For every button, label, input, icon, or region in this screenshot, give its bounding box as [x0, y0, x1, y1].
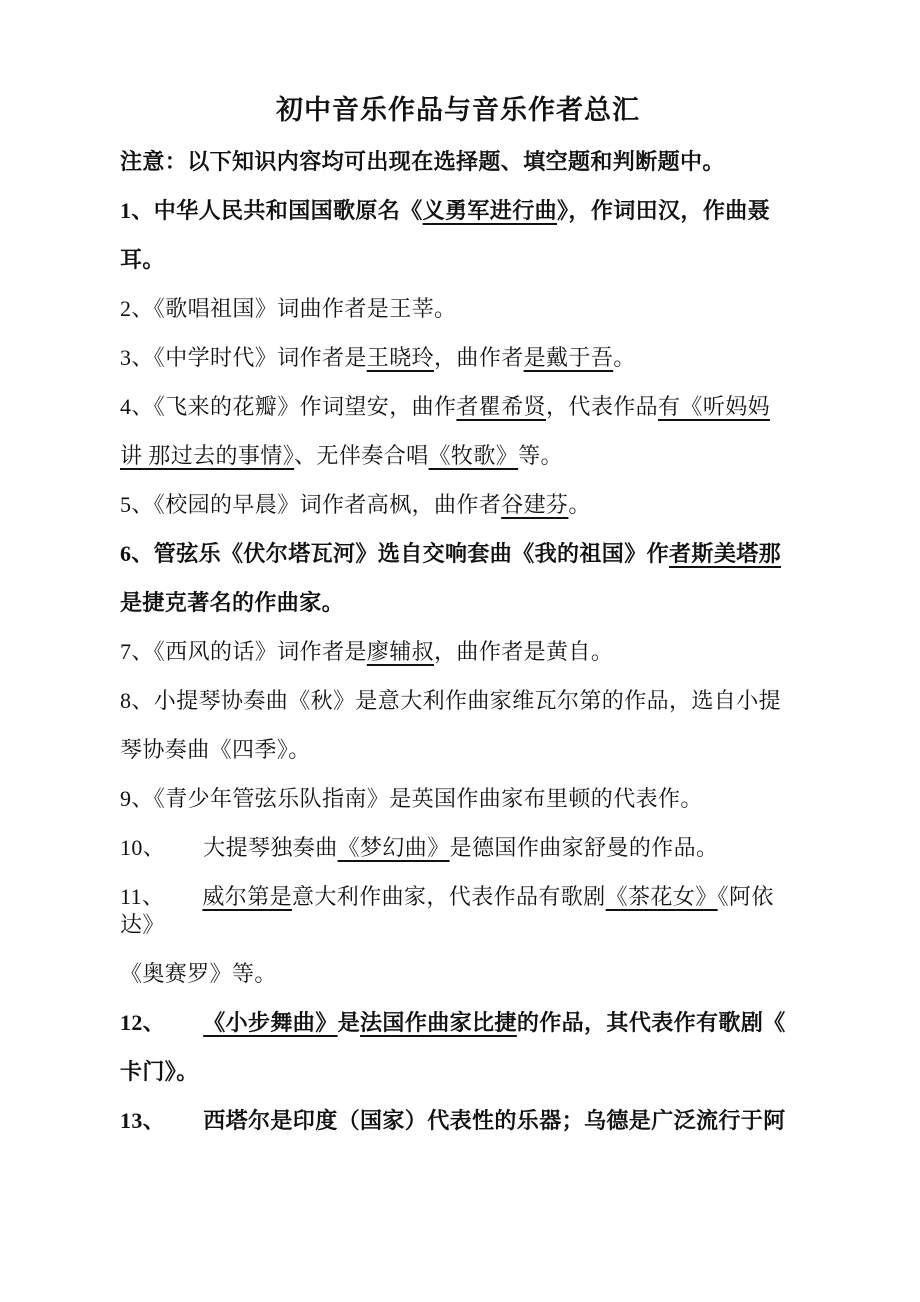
item-13 — [120, 1104, 820, 1137]
underlined-text: 者瞿希贤 — [456, 394, 547, 419]
text-segment: 的作品，其代表作有歌剧《 — [516, 1010, 786, 1035]
text-segment: 是捷克著名的作曲家。 — [120, 590, 345, 615]
underlined-text: 讲 那过去的事情》 — [120, 443, 295, 468]
underlined-text: 谷建芬 — [501, 492, 569, 517]
underlined-text: 者斯美塔那 — [669, 541, 782, 566]
underlined-text: 《小步舞曲》 — [203, 1010, 338, 1035]
text-segment: 《阿依 — [717, 884, 774, 909]
underlined-text: 《茶花女》 — [605, 884, 718, 909]
item-8-line-1 — [120, 684, 820, 717]
text-segment: 、无伴奏合唱 — [294, 443, 429, 468]
text-segment: 达》 — [120, 912, 165, 937]
text-segment: 9、《青少年管弦乐队指南》是英国作曲家布里顿的代表作。 — [120, 786, 703, 811]
item-10 — [120, 831, 820, 864]
text-segment: 8、小提琴协奏曲《秋》是意大利作曲家维瓦尔第的作品，选自小提 — [120, 688, 782, 713]
notice-line — [120, 145, 820, 178]
text-segment: 7、《西风的话》词作者是 — [120, 639, 367, 664]
text-segment: ，曲作者 — [434, 345, 524, 370]
underlined-text: 《梦幻曲》 — [337, 835, 450, 860]
text-segment: 4、《飞来的花瓣》作词望安，曲作 — [120, 394, 457, 419]
text-segment: 11、 — [120, 884, 165, 909]
text-segment: 是德国作曲家舒曼的作品。 — [449, 835, 719, 860]
text-segment: 是 — [337, 1010, 361, 1035]
item-2 — [120, 292, 820, 325]
item-6-line-1 — [120, 537, 820, 570]
text-segment: 注意：以下知识内容均可出现在选择题、填空题和判断题中。 — [120, 149, 725, 174]
text-segment: 。 — [613, 345, 636, 370]
text-segment: 耳。 — [120, 247, 165, 272]
item-6-line-2 — [120, 586, 820, 619]
underlined-text: 《牧歌》 — [428, 443, 519, 468]
underlined-text: 是戴于吾 — [523, 345, 614, 370]
item-8-line-2 — [120, 733, 820, 766]
text-segment: 13、 — [120, 1108, 166, 1133]
item-7 — [120, 635, 820, 668]
text-segment: 《奥赛罗》等。 — [120, 961, 277, 986]
item-12-line-1 — [120, 1006, 820, 1039]
underlined-text: 王晓玲 — [366, 345, 435, 370]
item-9 — [120, 782, 820, 815]
text-segment: ，代表作品 — [546, 394, 659, 419]
item-4-line-2 — [120, 439, 820, 472]
underlined-text: 义勇军进行曲 — [422, 198, 558, 223]
item-11-line-1 — [120, 880, 820, 913]
text-segment: 3、《中学时代》词作者是 — [120, 345, 367, 370]
text-segment: 琴协奏曲《四季》。 — [120, 737, 311, 762]
text-segment: 5、《校园的早晨》词作者高枫，曲作者 — [120, 492, 502, 517]
underlined-text: 法国作曲家比捷 — [360, 1010, 517, 1035]
text-segment: 10、 — [120, 835, 166, 860]
text-segment: 西塔尔是印度（国家）代表性的乐器；乌德是广泛流行于阿 — [203, 1108, 786, 1133]
text-segment: 卡门》。 — [120, 1059, 199, 1084]
text-segment: ，曲作者是黄自。 — [434, 639, 614, 664]
underlined-text: 威尔第是 — [202, 884, 292, 909]
text-segment: 12、 — [120, 1010, 166, 1035]
text-segment: 初中音乐作品与音乐作者总汇 — [276, 95, 640, 125]
item-1-line-2 — [120, 243, 820, 276]
text-segment: 大提琴独奏曲 — [203, 835, 338, 860]
item-3 — [120, 341, 820, 374]
text-segment: 等。 — [518, 443, 563, 468]
text-segment: 2、《歌唱祖国》词曲作者是王莘。 — [120, 296, 457, 321]
text-segment: 6、管弦乐《伏尔塔瓦河》选自交响套曲《我的祖国》作 — [120, 541, 670, 566]
underlined-text: 有《听妈妈 — [658, 394, 771, 419]
item-1-line-1 — [120, 194, 820, 227]
item-4-line-1 — [120, 390, 820, 423]
item-12-line-2 — [120, 1055, 820, 1088]
text-segment: 》，作词田汉，作曲聂 — [557, 198, 771, 223]
underlined-text: 廖辅叔 — [366, 639, 435, 664]
item-11-line-3 — [120, 957, 820, 990]
text-segment: 。 — [568, 492, 591, 517]
text-segment: 意大利作曲家，代表作品有歌剧 — [292, 884, 606, 909]
page-title — [120, 92, 796, 128]
item-5 — [120, 488, 820, 521]
text-segment: 1、中华人民共和国国歌原名《 — [120, 198, 423, 223]
